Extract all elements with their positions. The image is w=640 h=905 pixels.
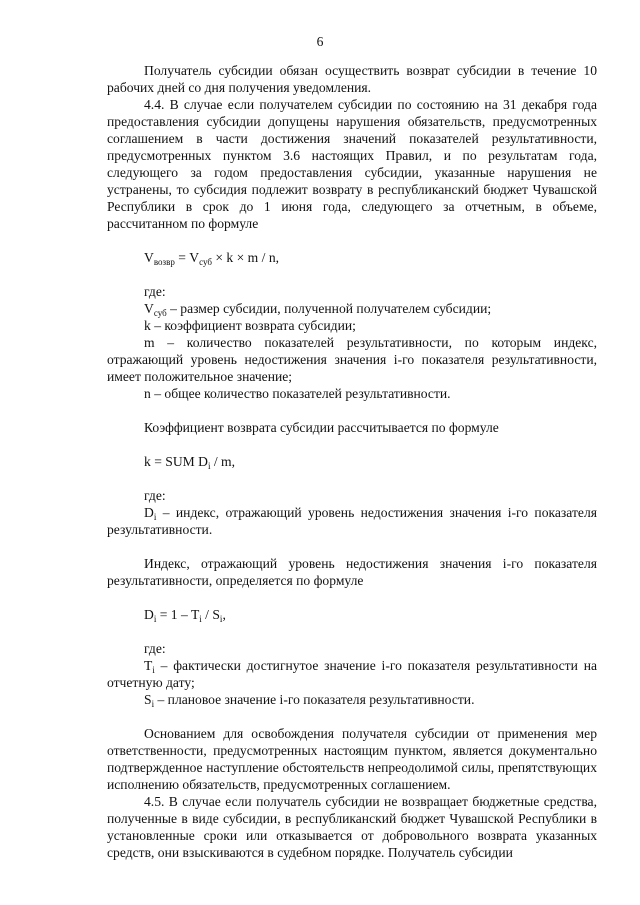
- where-label-1: где:: [144, 284, 166, 299]
- page-number: 6: [316, 34, 324, 49]
- definition-n: n – общее количество показателей результативности.: [144, 386, 451, 401]
- definition-v-sub: $V_{суб}$ – размер субсидии, полученной получателем субсидии;: [144, 301, 492, 318]
- spacer: [107, 470, 597, 487]
- spacer: [107, 266, 597, 283]
- paragraph-coefficient: Коэффициент возврата субсидии рассчитывается по формуле: [144, 420, 499, 435]
- spacer: [107, 589, 597, 606]
- definition-k: k – коэффициент возврата субсидии;: [144, 318, 356, 333]
- where-label-2: где:: [144, 488, 166, 503]
- spacer: [107, 538, 597, 555]
- spacer: [107, 232, 597, 249]
- paragraph-4-5: 4.5. В случае если получатель субсидии не возвращает бюджетные средства, полученные в виде субсидии, в республиканский бюджет Чувашской Республики в установленные сроки или отказывается от добровольного возврата указанных средств, они взыскиваются в судебном порядке. Получатель субсидии: [107, 794, 597, 860]
- formula-d-i: $D_i = 1 - T_i / S_i$,: [144, 607, 226, 624]
- document-body: [107, 62, 597, 861]
- definition-t-i: $T_i$ – фактически достигнутое значение i-го показателя результативности на отчетную дату;: [107, 658, 597, 690]
- where-label-3: где:: [144, 641, 166, 656]
- paragraph-refund-deadline: Получатель субсидии обязан осуществить возврат субсидии в течение 10 рабочих дней со дня получения уведомления.: [107, 63, 597, 95]
- spacer: [107, 436, 597, 453]
- spacer: [107, 708, 597, 725]
- spacer: [107, 402, 597, 419]
- spacer: [107, 623, 597, 640]
- formula-v-return: $V_{возвр} = V_{суб} \times k \times m / n$,: [144, 250, 280, 267]
- definition-d-i: $D_i$ – индекс, отражающий уровень недостижения значения i-го показателя результативности.: [107, 505, 597, 537]
- definition-s-i: $S_i$ – плановое значение i-го показателя результативности.: [144, 692, 475, 709]
- paragraph-force-majeure: Основанием для освобождения получателя субсидии от применения мер ответственности, предусмотренных настоящим пунктом, является документально подтвержденное наступление обстоятельств непреодолимой силы, препятствующих исполнению обязательств, предусмотренных соглашением.: [107, 726, 597, 792]
- paragraph-4-4: 4.4. В случае если получателем субсидии по состоянию на 31 декабря года предоставления субсидии допущены нарушения обязательств, предусмотренных соглашением в части достижения значений показателей результативности, предусмотренных пунктом 3.6 настоящих Правил, и по результатам года, следующего за годом предоставления субсидии, указанные нарушения не устранены, то субсидия подлежит возврату в республиканский бюджет Чувашской Республики в срок до 1 июня года, следующего за отчетным, в объеме, рассчитанном по формуле: [107, 97, 597, 231]
- definition-m: m – количество показателей результативности, по которым индекс, отражающий уровень недостижения значения i-го показателя результативности, имеет положительное значение;: [107, 335, 597, 384]
- formula-k: k = SUM $D_i$ / m,: [144, 454, 236, 471]
- paragraph-index: Индекс, отражающий уровень недостижения значения i-го показателя результативности, определяется по формуле: [107, 556, 597, 588]
